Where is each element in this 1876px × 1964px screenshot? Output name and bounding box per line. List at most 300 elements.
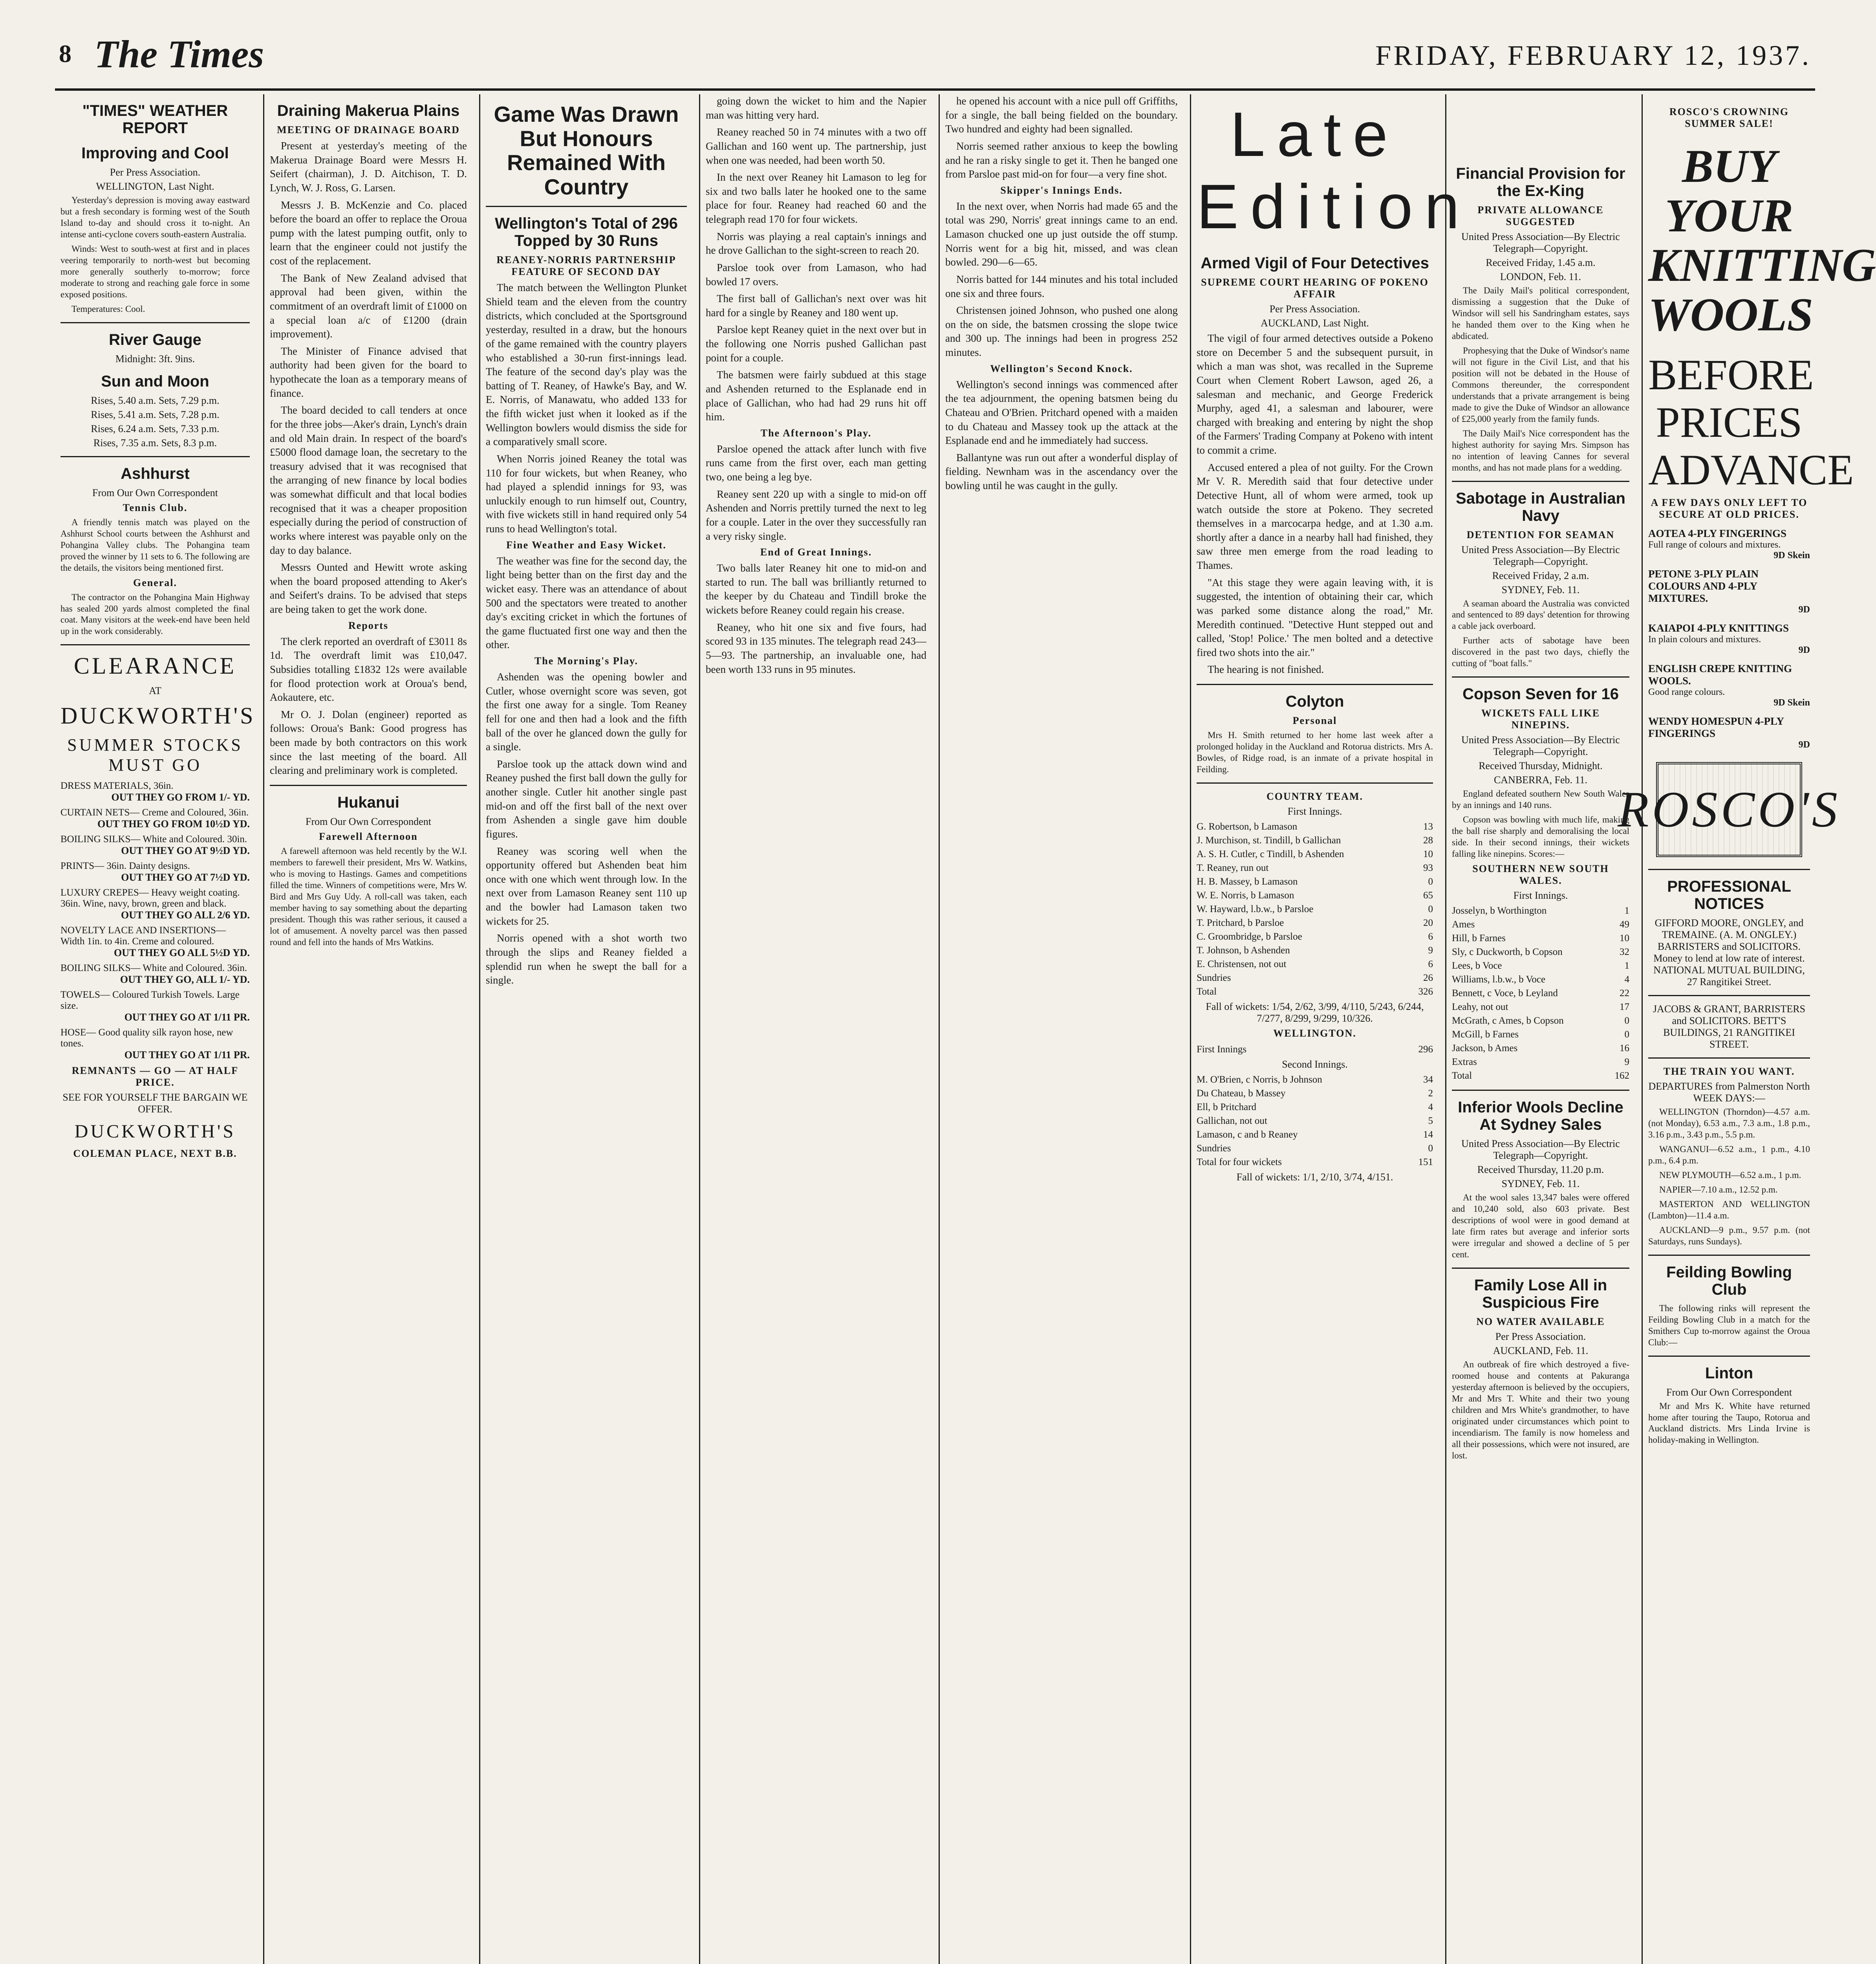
cricket-p1: The match between the Wellington Plunket Shield team and the eleven from the country districts, which concluded at the Sportsground yesterday, resulted in a draw, but the honours of the game remained with the country players who established a 30-run first-innings lead. The feature of the second day's play was the batting of T. Reaney, of Hawke's Bay, and W. E. Norris, of Manawatu, who added 133 for the fifth wicket just when it looked as if the Wellington bowlers would dismiss the side for a comparatively small score. (486, 282, 687, 448)
divider (486, 206, 687, 207)
moon-tomorrow: Rises, 7.35 a.m. Sets, 8.3 p.m. (93, 437, 217, 449)
clearance-item-price: OUT THEY GO AT 1/11 PR. (124, 1049, 250, 1061)
cricket-col2-h2: End of Great Innings. (760, 546, 872, 558)
score-value: 49 (1620, 919, 1629, 930)
score-label: Extras (1452, 1057, 1477, 1068)
cricket-headline: Game Was Drawn But Honours Remained With Country (494, 102, 679, 199)
weather-title: "TIMES" WEATHER REPORT (82, 102, 228, 137)
wool-item-name: WENDY HOMESPUN 4-PLY FINGERINGS (1648, 715, 1784, 739)
makerua-sub: MEETING OF DRAINAGE BOARD (277, 124, 460, 136)
feilding-body: The following rinks will represent the Feilding Bowling Club in a match for the Smithers Cup to-morrow against the Oroua Club:— (1648, 1303, 1810, 1347)
copson-scores (1452, 904, 1629, 1069)
clearance-item-price: OUT THEY GO AT 7½D YD. (121, 872, 250, 883)
score-label: Ames (1452, 919, 1475, 930)
sun-moon-title: Sun and Moon (101, 372, 209, 390)
ashhurst-sub: Tennis Club. (123, 502, 188, 513)
score-label: Josselyn, b Worthington (1452, 905, 1547, 916)
score-label: Williams, l.b.w., b Voce (1452, 974, 1546, 985)
fire-title: Family Lose All in Suspicious Fire (1474, 1276, 1607, 1311)
cricket-col2-p4: Norris was playing a real captain's innings and he drove Gallichan to the sight-screen to reach 20. (706, 230, 926, 256)
divider (1197, 684, 1433, 685)
professional-notices-title: PROFESSIONAL NOTICES (1667, 878, 1791, 912)
clearance-item-price: OUT THEY GO, ALL 1/- YD. (120, 974, 250, 986)
wellington-total-row (1197, 1155, 1433, 1169)
cricket-col3-h1: Skipper's Innings Ends. (1000, 184, 1123, 196)
copson-batsman-row (1452, 904, 1629, 918)
fire-byline: Per Press Association. (1495, 1330, 1586, 1342)
weather-dateline: WELLINGTON, Last Night. (96, 181, 214, 192)
score-label: Sundries (1197, 1143, 1231, 1154)
ashhurst-general: General. (133, 577, 178, 588)
clearance-footer: DUCKWORTH'S (74, 1121, 236, 1142)
score-label: McGill, b Farnes (1452, 1029, 1519, 1040)
divider (1648, 1356, 1810, 1357)
score-label: M. O'Brien, c Norris, b Johnson (1197, 1074, 1322, 1085)
divider (270, 785, 467, 786)
wool-item-desc: Full range of colours and mixtures. (1648, 540, 1781, 550)
moon-today: Rises, 6.24 a.m. Sets, 7.33 p.m. (91, 423, 220, 434)
clearance-item-name: TOWELS— Coloured Turkish Towels. Large size. (60, 989, 240, 1011)
score-label: Hill, b Farnes (1452, 933, 1506, 944)
clearance-item-price: OUT THEY GO ALL 5½D YD. (113, 947, 250, 959)
clearance-ad (60, 652, 256, 1160)
rosco-logo: ROSCO'S (1656, 762, 1802, 857)
cricket-col3-p2: Norris seemed rather anxious to keep the bowling and he ran a risky single to get it. Then he banged one from Parsloe past mid-on for four—a very fine shot. (945, 140, 1178, 180)
score-value: 0 (1624, 1029, 1629, 1040)
score-value: 6 (1428, 958, 1433, 969)
sun-today: Rises, 5.40 a.m. Sets, 7.29 p.m. (91, 394, 220, 406)
clearance-at: AT (149, 685, 161, 697)
copson-batsman-row (1452, 973, 1629, 986)
cricket-h1: Fine Weather and Easy Wicket. (506, 539, 666, 551)
exking-sub: PRIVATE ALLOWANCE SUGGESTED (1477, 204, 1604, 227)
score-value: 0 (1428, 903, 1433, 914)
train-entry: WANGANUI—6.52 a.m., 1 p.m., 4.10 p.m., 6.4 p.m. (1648, 1144, 1810, 1165)
score-label: T. Pritchard, b Parsloe (1197, 917, 1284, 928)
wool-item (1648, 715, 1810, 750)
cricket-p7: Norris opened with a shot worth two through the slips and Reaney fielded a splendid run when he swept the ball for a single. (486, 932, 687, 986)
jacobs-notice: JACOBS & GRANT, BARRISTERS and SOLICITORS. BETT'S BUILDINGS, 21 RANGITIKEI STREET. (1653, 1003, 1806, 1050)
cricket-col2-p8: The batsmen were fairly subdued at this stage and Ashenden returned to the Esplanade end in place of Gallichan, who had had 29 runs hit off him. (706, 369, 926, 423)
clearance-item-name: BOILING SILKS— White and Coloured. 36in. (60, 963, 247, 974)
score-label: Du Chateau, b Massey (1197, 1088, 1286, 1099)
train-entry: NEW PLYMOUTH—6.52 a.m., 1 p.m. (1659, 1170, 1801, 1180)
score-label: Bennett, c Voce, b Leyland (1452, 988, 1558, 999)
clearance-item-price: OUT THEY GO ALL 2/6 YD. (121, 909, 250, 921)
cricket-col3-p4: Norris batted for 144 minutes and his total included one six and three fours. (945, 273, 1178, 299)
wellington-batsman-row (1197, 1100, 1433, 1114)
score-label: G. Robertson, b Lamason (1197, 821, 1298, 832)
copson-team: SOUTHERN NEW SOUTH WALES. (1472, 863, 1609, 887)
ashhurst-general-body: The contractor on the Pohangina Main Highway has sealed 200 yards almost completed the final coat. Many visitors at the week-end have been held up in the work considerably. (60, 592, 250, 636)
country-batsman-row (1197, 861, 1433, 875)
wool-items (1648, 528, 1810, 750)
gifford-notice: GIFFORD MOORE, ONGLEY, and TREMAINE. (A. M. ONGLEY.) BARRISTERS and SOLICITORS. Money to lend at low rate of interest. NATIONAL MUTUAL BUILDING, 27 Rangitikei Street. (1653, 917, 1805, 987)
navy-sub: DETENTION FOR SEAMAN (1466, 529, 1615, 540)
score-label: Gallichan, not out (1197, 1115, 1267, 1126)
cricket-col2-p7: Parsloe kept Reaney quiet in the next over but in the following one Norris pushed Gallichan past point for a couple. (706, 324, 926, 364)
wools-received: Received Thursday, 11.20 p.m. (1477, 1164, 1604, 1176)
detectives-title: Armed Vigil of Four Detectives (1201, 255, 1429, 272)
weather-temperature: Temperatures: Cool. (71, 304, 145, 314)
train-title: THE TRAIN YOU WANT. (1663, 1066, 1795, 1077)
column-cricket-1 (479, 94, 692, 1964)
score-label: First Innings (1197, 1044, 1247, 1055)
copson-title: Copson Seven for 16 (1462, 685, 1619, 703)
score-value: 0 (1428, 1143, 1433, 1154)
wool-item-price: 9D (1798, 605, 1810, 615)
clearance-item-name: BOILING SILKS— White and Coloured. 30in. (60, 834, 247, 845)
weather-byline: Per Press Association. (110, 167, 201, 178)
weather-winds: Winds: West to south-west at first and in places veering temporarily to north-west but becoming more generally southerly to-morrow; force moderate to strong and reaching gale force in some exposed positions. (60, 244, 250, 299)
country-batsman-row (1197, 930, 1433, 944)
page-number: 8 (59, 40, 71, 68)
masthead (0, 0, 1870, 90)
clearance-title: CLEARANCE (74, 653, 236, 679)
exking-byline: United Press Association—By Electric Telegraph—Copyright. (1461, 231, 1620, 254)
copson-batsman-row (1452, 1000, 1629, 1014)
cricket-col2-p11: Two balls later Reaney hit one to mid-on and started to run. The ball was brilliantly returned to the keeper by du Chateau and Tindill broke the wickets before Reaney could regain his crease. (706, 562, 926, 616)
score-label: Lamason, c and b Reaney (1197, 1129, 1298, 1140)
cricket-col3-p6: Wellington's second innings was commenced after the tea adjournment, the opening batsmen being du Chateau and O'Brien. Pritchard opened with a maiden to du Chateau and Massey took up the attack at the Esplanade end and he immediately had success. (945, 378, 1178, 447)
divider (1452, 1090, 1629, 1091)
country-batsman-row (1197, 889, 1433, 902)
clearance-item-name: LUXURY CREPES— Heavy weight coating. 36in. Wine, navy, brown, green and black. (60, 887, 240, 909)
river-gauge-value: Midnight: 3ft. 9ins. (115, 353, 195, 365)
scoreboard-second-innings: Second Innings. (1282, 1058, 1348, 1070)
scoreboard-wellington-title: WELLINGTON. (1273, 1027, 1356, 1039)
navy-received: Received Friday, 2 a.m. (1492, 570, 1589, 581)
clearance-item-name: CURTAIN NETS— Creme and Coloured, 36in. (60, 807, 249, 818)
copson-p1: England defeated southern New South Wales by an innings and 140 runs. (1452, 789, 1629, 810)
score-value: 22 (1620, 988, 1629, 999)
score-value: 2 (1428, 1088, 1433, 1099)
country-batsman-row (1197, 847, 1433, 861)
wool-item-name: PETONE 3-PLY PLAIN COLOURS AND 4-PLY MIXTURES. (1648, 568, 1759, 604)
copson-batsman-row (1452, 931, 1629, 945)
makerua-p5: The board decided to call tenders at once for the three jobs—Aker's drain, Lynch's drain and old Main drain. In respect of the board's £5000 flood damage loan, the secretary to the treasury advised that it was recognised that the arranging of new finance by local bodies was somewhat difficult and that local bodies recognised that it was a cheaper proposition especially during the period of construction of works where interest was payable only on the day to day balance. (270, 404, 467, 556)
wools-byline: United Press Association—By Electric Telegraph—Copyright. (1461, 1138, 1620, 1162)
copson-sub: WICKETS FALL LIKE NINEPINS. (1481, 707, 1600, 731)
colyton-title: Colyton (1285, 693, 1344, 710)
exking-dateline: LONDON, Feb. 11. (1500, 271, 1581, 282)
train-entry: MASTERTON AND WELLINGTON (Lambton)—11.4 a.m. (1648, 1199, 1810, 1220)
few-days-notice: A FEW DAYS ONLY LEFT TO SECURE AT OLD PRICES. (1651, 497, 1808, 520)
issue-date: FRIDAY, FEBRUARY 12, 1937. (1375, 40, 1811, 71)
divider (1197, 782, 1433, 784)
cricket-p4: Ashenden was the opening bowler and Cutler, whose overnight score was seven, got the first one away for a single. Tom Reaney fell for one and then had a look and the fifth ball of the over he glanced down the gully for a single. (486, 671, 687, 753)
wellington-batsman-row (1197, 1086, 1433, 1100)
clearance-address: COLEMAN PLACE, NEXT B.B. (73, 1148, 237, 1160)
score-value: 34 (1423, 1074, 1433, 1085)
makerua-p4: The Minister of Finance advised that authority had been given for the board to hypothecate the loan as a temporary means of finance. (270, 345, 467, 399)
makerua-p1: Present at yesterday's meeting of the Makerua Drainage Board were Messrs H. Seifert (chairman), J. D. Aitchison, T. D. Lynch, W. J. Ross, G. Larsen. (270, 140, 467, 194)
score-value: 1 (1624, 905, 1629, 916)
makerua-title: Draining Makerua Plains (277, 102, 460, 119)
linton-byline: From Our Own Correspondent (1666, 1386, 1792, 1398)
detectives-p3: "At this stage they were again leaving with, it is suggested, the intention of obtaining their car, which was parked some distance along the road," Mr. Meredith continued. "Detective Hunt stepped out and called, 'Stop! Police.' The men bolted and a detective fired two shots into the air." (1197, 576, 1433, 658)
score-value: 4 (1428, 1101, 1433, 1112)
divider (1648, 869, 1810, 870)
cricket-col3-h2: Wellington's Second Knock. (990, 363, 1133, 374)
divider (60, 322, 250, 323)
copson-batsman-row (1452, 1041, 1629, 1055)
makerua-p6: Messrs Ounted and Hewitt wrote asking when the board proposed attending to Aker's and Seifert's drains. To be advised that steps are being taken to get the work done. (270, 561, 467, 615)
score-value: 162 (1614, 1070, 1629, 1081)
sun-tomorrow: Rises, 5.41 a.m. Sets, 7.28 p.m. (91, 409, 220, 420)
hukanui-body: A farewell afternoon was held recently by the W.I. members to farewell their president, Mrs W. Watkins, who is moving to Hastings. Games and competitions filled the time. Winners of competitions were, Mrs W. Bird and Mrs Guy Udy. A roll-call was taken, each member having to say something about the departing president. Though this was rather serious, it caused a lot of amusement. A novelty parcel was then passed round and fell into the hands of Mrs Watkins. (270, 846, 467, 947)
divider (1452, 481, 1629, 482)
copson-batsman-row (1452, 959, 1629, 973)
wool-item-price: 9D (1798, 740, 1810, 750)
column-makerua (263, 94, 472, 1964)
navy-dateline: SYDNEY, Feb. 11. (1501, 584, 1580, 595)
cricket-col2-p12: Reaney, who hit one six and five fours, had scored 93 in 135 minutes. The telegraph read 243—5—93. The partnership, an invaluable one, had been worth 133 runs in 95 minutes. (706, 621, 926, 675)
cricket-subheadline: Wellington's Total of 296 Topped by 30 Runs (495, 215, 678, 250)
cricket-col3-p1: he opened his account with a nice pull off Griffiths, for a single, the ball being fielded on the boundary. Two hundred and eighty had been signalled. (945, 95, 1178, 135)
wool-item-price: 9D Skein (1774, 550, 1810, 561)
detectives-p1: The vigil of four armed detectives outside a Pokeno store on December 5 and the subsequent pursuit, in which a man was shot, was recalled in the Supreme Court when Clement Robert Lawson, aged 26, a salesman and mechanic, and George Frederick Murphy, aged 41, a salesman and labourer, were charged with breaking and entering by night the shop of the Farmers' Trading Company at Pokeno with intent to commit a crime. (1197, 332, 1433, 456)
cricket-col2-p9: Parsloe opened the attack after lunch with five runs came from the first over, each man getting two, one being a leg bye. (706, 443, 926, 483)
score-label: Sly, c Duckworth, b Copson (1452, 947, 1563, 958)
wellington-batsman-row (1197, 1073, 1433, 1086)
divider (1452, 676, 1629, 678)
divider (60, 456, 250, 457)
cricket-p3: The weather was fine for the second day, the light being better than on the first day and the wicket easy. There was an attendance of about 500 and the spectators were treated to another day's exciting cricket in which the fortunes of the game fluctuated first one way and then the other. (486, 555, 687, 651)
score-label: Total (1452, 1070, 1472, 1081)
country-total-row (1197, 985, 1433, 998)
score-value: 296 (1418, 1044, 1433, 1055)
wool-item-name: KAIAPOI 4-PLY KNITTINGS (1648, 622, 1789, 634)
country-fall: Fall of wickets: 1/54, 2/62, 3/99, 4/110, 5/243, 6/244, 7/277, 8/299, 9/299, 10/326. (1206, 1000, 1424, 1024)
cricket-col3-p3: In the next over, when Norris had made 65 and the total was 290, Norris' great innings came to an end. Lamason chucked one up just outside the off stump. Norris went for a big hit, missed, and was clean bowled. 290—6—65. (945, 200, 1178, 268)
before-prices-advance: BEFORE PRICES ADVANCE (1648, 351, 1854, 494)
detectives-byline: Per Press Association. (1269, 303, 1360, 315)
train-sub: DEPARTURES from Palmerston North WEEK DAYS:— (1648, 1081, 1810, 1104)
cricket-col2-p10: Reaney sent 220 up with a single to mid-on off Ashenden and Norris prettily turned the next to leg for a couple. Later in the over they successfully ran a very risky single. (706, 488, 926, 542)
fire-p1: An outbreak of fire which destroyed a five-roomed house and contents at Pakuranga yesterday afternoon is believed by the occupiers, Mr and Mrs T. White and their two young children and Mrs White's grandmother, to have originated under circumstances which point to incendiarism. The family is now homeless and all their possessions, which were not insured, are lost. (1452, 1359, 1629, 1460)
score-label: Lees, b Voce (1452, 960, 1502, 971)
navy-byline: United Press Association—By Electric Telegraph—Copyright. (1461, 544, 1620, 567)
copson-batsman-row (1452, 1055, 1629, 1069)
score-value: 20 (1423, 917, 1433, 928)
wool-item (1648, 528, 1810, 561)
wools-p1: At the wool sales 13,347 bales were offered and 10,240 sold, also 603 private. Best descriptions of wool were in good demand at late firm rates but average and inferior sorts were irregular and showed a decline of 5 per cent. (1452, 1193, 1629, 1259)
copson-innings: First Innings. (1513, 890, 1568, 901)
clearance-item-price: OUT THEY GO AT 9½D YD. (121, 845, 250, 857)
clearance-item-price: OUT THEY GO FROM 10½D YD. (97, 818, 250, 830)
weather-headline: Improving and Cool (81, 145, 229, 162)
score-value: 14 (1423, 1129, 1433, 1140)
cricket-col2-h1: The Afternoon's Play. (760, 427, 872, 439)
country-batsman-row (1197, 875, 1433, 889)
wool-item-desc: In plain colours and mixtures. (1648, 634, 1761, 645)
score-value: 151 (1418, 1156, 1433, 1167)
wellington-fall: Fall of wickets: 1/1, 2/10, 3/74, 4/151. (1236, 1171, 1393, 1183)
score-label: T. Johnson, b Ashenden (1197, 945, 1290, 956)
copson-p2: Copson was bowling with much life, making the ball rise sharply and demoralising the local side. In their second innings, their wickets falling like ninepins. Scores:— (1452, 815, 1629, 859)
score-label: McGrath, c Ames, b Copson (1452, 1015, 1564, 1026)
score-value: 9 (1428, 945, 1433, 956)
clearance-item-price: OUT THEY GO AT 1/11 PR. (124, 1011, 250, 1023)
wool-item (1648, 663, 1810, 708)
score-value: 10 (1620, 933, 1629, 944)
exking-received: Received Friday, 1.45 a.m. (1486, 257, 1596, 268)
cricket-col2-p2: Reaney reached 50 in 74 minutes with a two off Gallichan and 160 went up. The partnership, just when one was needed, had been worth 50. (706, 126, 926, 166)
country-batsman-row (1197, 820, 1433, 834)
score-value: 65 (1423, 890, 1433, 901)
train-list (1648, 1107, 1810, 1248)
train-entry: AUCKLAND—9 p.m., 9.57 p.m. (not Saturdays, runs Sundays). (1648, 1225, 1810, 1246)
clearance-item-name: DRESS MATERIALS, 36in. (60, 780, 174, 791)
score-value: 13 (1423, 821, 1433, 832)
masthead-rule (55, 88, 1815, 91)
score-label: E. Christensen, not out (1197, 958, 1287, 969)
late-edition-title: Late Edition (1197, 99, 1472, 242)
scoreboard-wellington (1197, 1073, 1433, 1155)
cricket-col2-p6: The first ball of Gallichan's next over was hit hard for a single by Reaney and 180 went up. (706, 293, 926, 319)
score-value: 17 (1620, 1002, 1629, 1013)
score-value: 4 (1624, 974, 1629, 985)
score-value: 10 (1423, 848, 1433, 859)
score-value: 93 (1423, 862, 1433, 873)
copson-byline: United Press Association—By Electric Telegraph—Copyright. (1461, 734, 1620, 758)
linton-body: Mr and Mrs K. White have returned home after touring the Taupo, Rotorua and Auckland districts. Mrs Linda Irvine is holiday-making in Wellington. (1648, 1401, 1810, 1445)
ashhurst-title: Ashhurst (121, 465, 190, 482)
navy-title: Sabotage in Australian Navy (1456, 489, 1625, 524)
country-batsman-row (1197, 834, 1433, 847)
column-weather (55, 94, 255, 1964)
colyton-sub: Personal (1292, 715, 1337, 726)
score-label: A. S. H. Cutler, c Tindill, b Ashenden (1197, 848, 1344, 859)
weather-body: Yesterday's depression is moving away eastward but a fresh secondary is forming west of the South Island to-day and should cross it to-night. An intense anti-cyclone covers south-eastern Australia. (60, 195, 250, 239)
colyton-body: Mrs H. Smith returned to her home last week after a prolonged holiday in the Auckland and Rotorua districts. Mrs A. Bowles, of Ridge road, is an inmate of a private hospital in Feilding. (1197, 730, 1433, 774)
cricket-col3-p7: Ballantyne was run out after a wonderful display of fielding. Newnham was in the ascendancy over the bowling until he was caught in the gully. (945, 451, 1178, 491)
column-cricket-3 (939, 94, 1183, 1964)
divider (1452, 1268, 1629, 1269)
column-late-edition-2 (1445, 94, 1635, 1964)
wool-item (1648, 622, 1810, 656)
copson-batsman-row (1452, 1014, 1629, 1028)
ashhurst-body: A friendly tennis match was played on the Ashhurst School courts between the Ashhurst and Pohangina Valley clubs. The Pohangina team proved the winner by 11 sets to 6. The following are the details, the visitors being mentioned first. (60, 517, 250, 573)
exking-p1: The Daily Mail's political correspondent, dismissing a suggestion that the Duke of Windsor will sell his Sandringham estates, says he handed them over to the King when he abdicated. (1452, 286, 1629, 341)
hukanui-title: Hukanui (337, 793, 399, 811)
clearance-remnants: REMNANTS — GO — AT HALF PRICE. (71, 1065, 239, 1088)
ashhurst-byline: From Our Own Correspondent (92, 487, 218, 498)
cricket-col2-p1: going down the wicket to him and the Napier man was hitting very hard. (706, 95, 926, 121)
score-label: Sundries (1197, 972, 1231, 983)
score-value: 1 (1624, 960, 1629, 971)
makerua-reports: Reports (348, 619, 389, 631)
country-batsman-row (1197, 916, 1433, 930)
navy-p1: A seaman aboard the Australia was convicted and sentenced to 89 days' detention for throwing a cable jack overboard. (1452, 598, 1629, 631)
wools-dateline: SYDNEY, Feb. 11. (1501, 1178, 1580, 1190)
paper-name: The Times (94, 32, 264, 76)
score-value: 16 (1620, 1043, 1629, 1054)
score-value: 326 (1418, 986, 1433, 997)
detectives-p2: Accused entered a plea of not guilty. For the Crown Mr V. R. Meredith said that four detective under Detective Hunt, all of whom were armed, took up watch outside the store at Pokeno. They secreted themselves in a marcocarpa hedge, and at 1.30 a.m. shortly after a dance in a nearby hall had finished, they saw three men emerge from the road leading to Thames. (1197, 461, 1433, 571)
copson-dateline: CANBERRA, Feb. 11. (1493, 774, 1588, 786)
clearance-shop: DUCKWORTH'S (60, 703, 256, 729)
wool-item-name: AOTEA 4-PLY FINGERINGS (1648, 528, 1787, 539)
score-label: Jackson, b Ames (1452, 1043, 1518, 1054)
exking-p2: Prophesying that the Duke of Windsor's name will not figure in the Civil List, and that his position will not be debated in the House of Commons thereunder, the correspondent understands that a private arrangement is being made to give the Duke of Windsor an allowance of £25,000 yearly from the family funds. (1452, 345, 1629, 424)
divider (1648, 995, 1810, 996)
divider (1648, 1057, 1810, 1059)
wool-item-desc: Good range colours. (1648, 687, 1725, 697)
detectives-p4: The hearing is not finished. (1208, 663, 1324, 676)
cricket-col2-p5: Parsloe took over from Lamason, who had bowled 17 overs. (706, 261, 926, 288)
exking-p3: The Daily Mail's Nice correspondent has the highest authority for saying Mrs. Simpson has no intention of leaving Cannes for several months, and has not made plans for a wedding. (1452, 428, 1629, 473)
divider (1648, 1255, 1810, 1256)
score-value: 0 (1624, 1015, 1629, 1026)
cricket-col2-p3: In the next over Reaney hit Lamason to leg for six and two balls later he hooked one to the same place for four. Reaney had reached 60 and the telegraph read 170 for four wickets. (706, 171, 926, 225)
cricket-p2: When Norris joined Reaney the total was 110 for four wickets, but when Reaney, who had played a splendid innings for 93, was unluckily enough to run himself out, Country, with five wickets still in hand required only 54 runs to head Wellington's total. (486, 453, 687, 535)
clearance-item-name: HOSE— Good quality silk rayon hose, new tones. (60, 1027, 233, 1049)
rosco-header: ROSCO'S CROWNING SUMMER SALE! (1669, 106, 1789, 129)
score-label: Ell, b Pritchard (1197, 1101, 1257, 1112)
score-value: 32 (1620, 947, 1629, 958)
detectives-dateline: AUCKLAND, Last Night. (1261, 317, 1369, 329)
score-label: W. E. Norris, b Lamason (1197, 890, 1294, 901)
wellington-batsman-row (1197, 1128, 1433, 1141)
wools-title: Inferior Wools Decline At Sydney Sales (1458, 1099, 1623, 1134)
detectives-sub: SUPREME COURT HEARING OF POKENO AFFAIR (1201, 277, 1429, 300)
wool-item (1648, 568, 1810, 615)
cricket-p6: Reaney was scoring well when the opportunity offered but Ashenden beat him once with one which went through low. In the next over from Lamason Reaney sent 110 up and the bowler had Lamason taken two wickets for 25. (486, 845, 687, 927)
cricket-caps: REANEY-NORRIS PARTNERSHIP FEATURE OF SECOND DAY (496, 254, 676, 278)
clearance-item-price: OUT THEY GO FROM 1/- YD. (111, 791, 250, 803)
score-value: 0 (1428, 876, 1433, 887)
feilding-title: Feilding Bowling Club (1666, 1263, 1792, 1298)
copson-received: Received Thursday, Midnight. (1479, 760, 1603, 772)
makerua-p7: The clerk reported an overdraft of £3011 8s 1d. The overdraft limit was £10,047. Subsidies totalling £1832 12s were available for flood protection work at Oroua's bend, Aokautere, etc. (270, 635, 467, 704)
fire-dateline: AUCKLAND, Feb. 11. (1493, 1345, 1589, 1356)
score-label: J. Murchison, st. Tindill, b Gallichan (1197, 835, 1341, 846)
country-batsman-row (1197, 971, 1433, 985)
wool-item-name: ENGLISH CREPE KNITTING WOOLS. (1648, 663, 1792, 687)
column-cricket-2 (699, 94, 932, 1964)
clearance-items (60, 780, 250, 1061)
cricket-p5: Parsloe took up the attack down wind and Reaney pushed the first ball down the gully for another single. Cutler hit another single past mid-on and off the first ball of the next over from Ashenden a single gave him double figures. (486, 758, 687, 840)
clearance-item-name: NOVELTY LACE AND INSERTIONS— Width 1in. to 4in. Creme and coloured. (60, 925, 226, 947)
clearance-banner: SUMMER STOCKS MUST GO (67, 735, 243, 775)
country-batsman-row (1197, 957, 1433, 971)
cricket-h2: The Morning's Play. (534, 655, 639, 667)
score-value: 26 (1423, 972, 1433, 983)
makerua-p2: Messrs J. B. McKenzie and Co. placed before the board an offer to replace the Oroua pump with the latest pumping outfit, only to learn that the engineer could not justify the cost of the replacement. (270, 199, 467, 267)
hukanui-sub: Farewell Afternoon (319, 830, 418, 842)
score-label: Total for four wickets (1197, 1156, 1282, 1167)
score-label: Leahy, not out (1452, 1002, 1508, 1013)
country-batsman-row (1197, 902, 1433, 916)
river-gauge-title: River Gauge (109, 331, 201, 348)
score-value: 9 (1624, 1057, 1629, 1068)
copson-batsman-row (1452, 945, 1629, 959)
score-label: Total (1197, 986, 1217, 997)
navy-p2: Further acts of sabotage have been discovered in the past two days, chiefly the cutting of "boat falls." (1452, 636, 1629, 669)
score-label: C. Groombridge, b Parsloe (1197, 931, 1302, 942)
scoreboard-country (1197, 820, 1433, 985)
score-value: 6 (1428, 931, 1433, 942)
makerua-p3: The Bank of New Zealand advised that approval had been given, within the commitment of an overdraft limit of £1000 on a special loan a/c of £1200 (drain improvement). (270, 272, 467, 340)
train-entry: NAPIER—7.10 a.m., 12.52 p.m. (1659, 1184, 1778, 1195)
copson-total-row (1452, 1069, 1629, 1083)
clearance-see: SEE FOR YOURSELF THE BARGAIN WE OFFER. (62, 1092, 248, 1115)
score-label: W. Hayward, l.b.w., b Parsloe (1197, 903, 1314, 914)
divider (60, 644, 250, 645)
buy-knitting-wools: BUY YOUR KNITTING WOOLS (1648, 140, 1876, 341)
